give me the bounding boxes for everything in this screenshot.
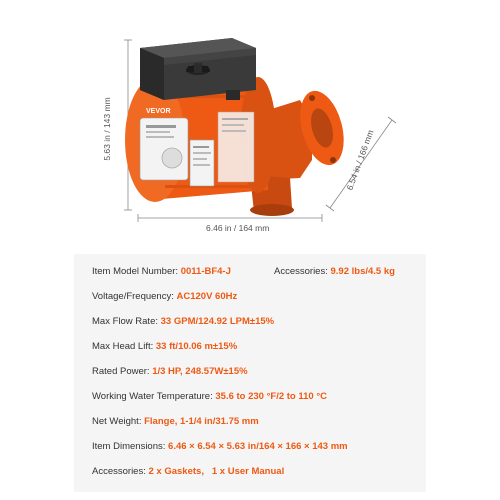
height-dimension: 5.63 in / 143 mm: [102, 97, 112, 161]
product-image-area: [0, 0, 500, 245]
spec-water-temperature: Working Water Temperature: 35.6 to 230 °F/2 to 110 °C: [92, 391, 327, 402]
spec-voltage: Voltage/Frequency: AC120V 60Hz: [92, 291, 238, 302]
spec-accessories: Accessories: 2 x Gaskets, 1 x User Manual: [92, 466, 285, 477]
spec-item-dimensions: Item Dimensions: 6.46 × 6.54 × 5.63 in/164 × 166 × 143 mm: [92, 441, 348, 452]
width-dimension: 6.46 in / 164 mm: [206, 223, 270, 233]
pump-body: [125, 38, 351, 216]
brand-logo: VEVOR: [146, 108, 171, 115]
spec-net-weight: Net Weight: Flange, 1-1/4 in/31.75 mm: [92, 416, 259, 427]
spec-flow-rate: Max Flow Rate: 33 GPM/124.92 LPM±15%: [92, 316, 275, 327]
pump-illustration: [0, 0, 500, 245]
depth-dimension: 6.54 in / 166 mm: [344, 128, 376, 192]
spec-rated-power: Rated Power: 1/3 HP, 248.57W±15%: [92, 366, 248, 377]
spec-model: Item Model Number: 0011-BF4-J: [92, 266, 231, 277]
spec-weight: Accessories: 9.92 lbs/4.5 kg: [274, 266, 395, 277]
spec-head-lift: Max Head Lift: 33 ft/10.06 m±15%: [92, 341, 238, 352]
specs-panel: [74, 254, 426, 492]
